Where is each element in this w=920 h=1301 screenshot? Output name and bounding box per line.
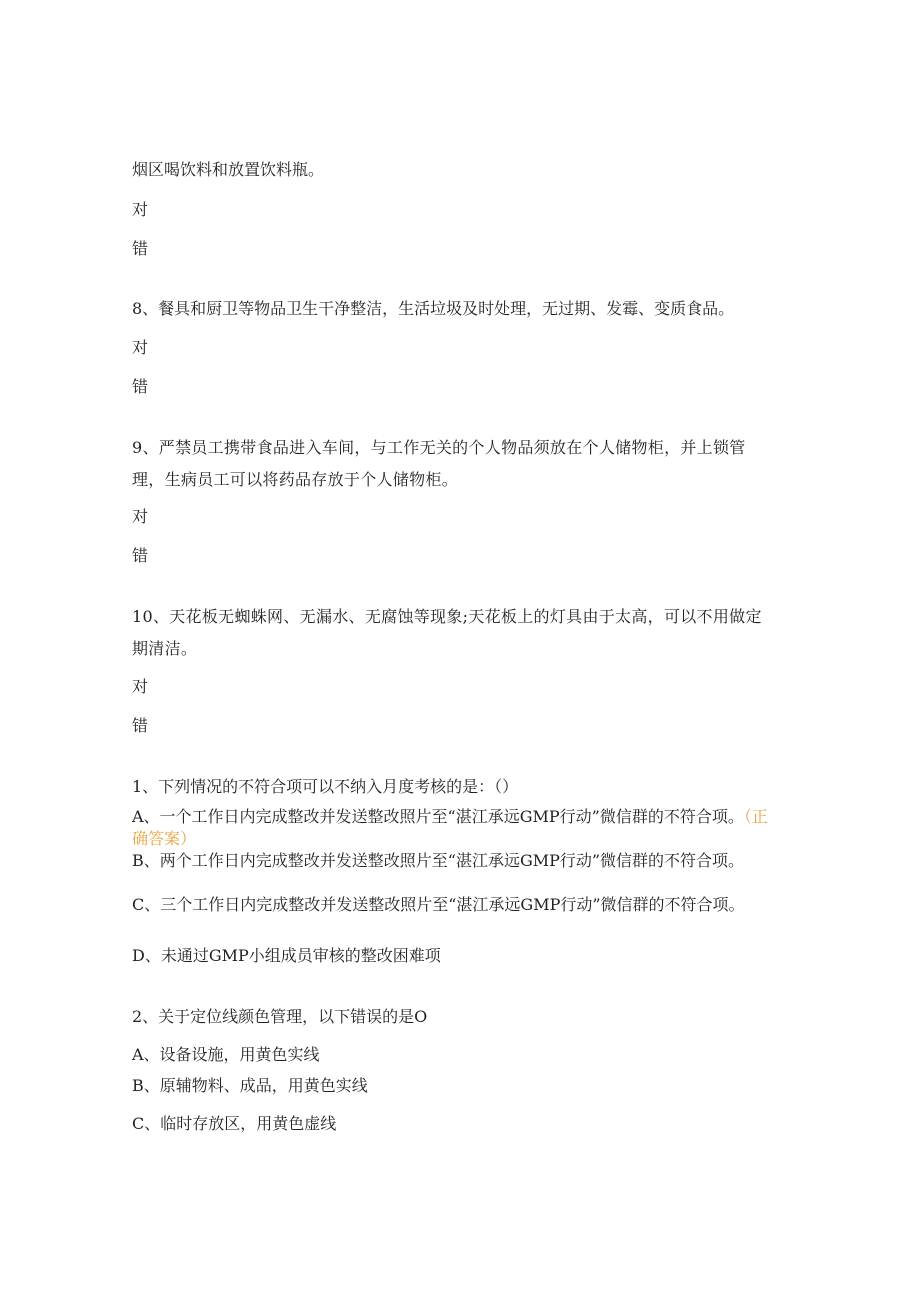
question-8-option-true: 对 — [132, 338, 149, 357]
mc-question-1-option-b: B、两个工作日内完成整改并发送整改照片至“湛江承远GMP行动”微信群的不符合项。 — [132, 851, 745, 870]
question-7-tail: 烟区喝饮料和放置饮料瓶。 — [132, 160, 325, 179]
mc-question-2-option-a: A、设备设施，用黄色实线 — [132, 1045, 320, 1064]
mc-question-1-text: 1、下列情况的不符合项可以不纳入月度考核的是：（） — [132, 777, 519, 796]
option-a-text: A、一个工作日内完成整改并发送整改照片至“湛江承远GMP行动”微信群的不符合项。 — [132, 807, 744, 826]
correct-answer-marker: （正确答案） — [132, 807, 768, 848]
question-8-option-false: 错 — [132, 377, 149, 396]
question-9-option-false: 错 — [132, 546, 149, 565]
question-10-option-true: 对 — [132, 677, 149, 696]
mc-question-2-option-b: B、原辅物料、成品，用黄色实线 — [132, 1076, 368, 1095]
question-8-text: 8、餐具和厨卫等物品卫生干净整洁，生活垃圾及时处理，无过期、发霉、变质食品。 — [132, 299, 735, 318]
question-9-option-true: 对 — [132, 507, 149, 526]
mc-question-1-option-c: C、三个工作日内完成整改并发送整改照片至“湛江承远GMP行动”微信群的不符合项。 — [132, 895, 745, 914]
question-10-option-false: 错 — [132, 716, 149, 735]
mc-question-2-text: 2、关于定位线颜色管理，以下错误的是O — [132, 1007, 428, 1026]
mc-question-1-option-d: D、未通过GMP小组成员审核的整改困难项 — [132, 946, 441, 965]
mc-question-2-option-c: C、临时存放区，用黄色虚线 — [132, 1114, 337, 1133]
question-7-option-true: 对 — [132, 200, 149, 219]
question-9-text: 9、严禁员工携带食品进入车间，与工作无关的个人物品须放在个人储物柜，并上锁管理，生病员工可以将药品存放于个人储物柜。 — [132, 438, 746, 489]
mc-question-1-option-a — [132, 806, 772, 850]
question-7-option-false: 错 — [132, 239, 149, 258]
question-10-text: 10、天花板无蜘蛛网、无漏水、无腐蚀等现象;天花板上的灯具由于太高，可以不用做定期清洁。 — [132, 607, 762, 658]
